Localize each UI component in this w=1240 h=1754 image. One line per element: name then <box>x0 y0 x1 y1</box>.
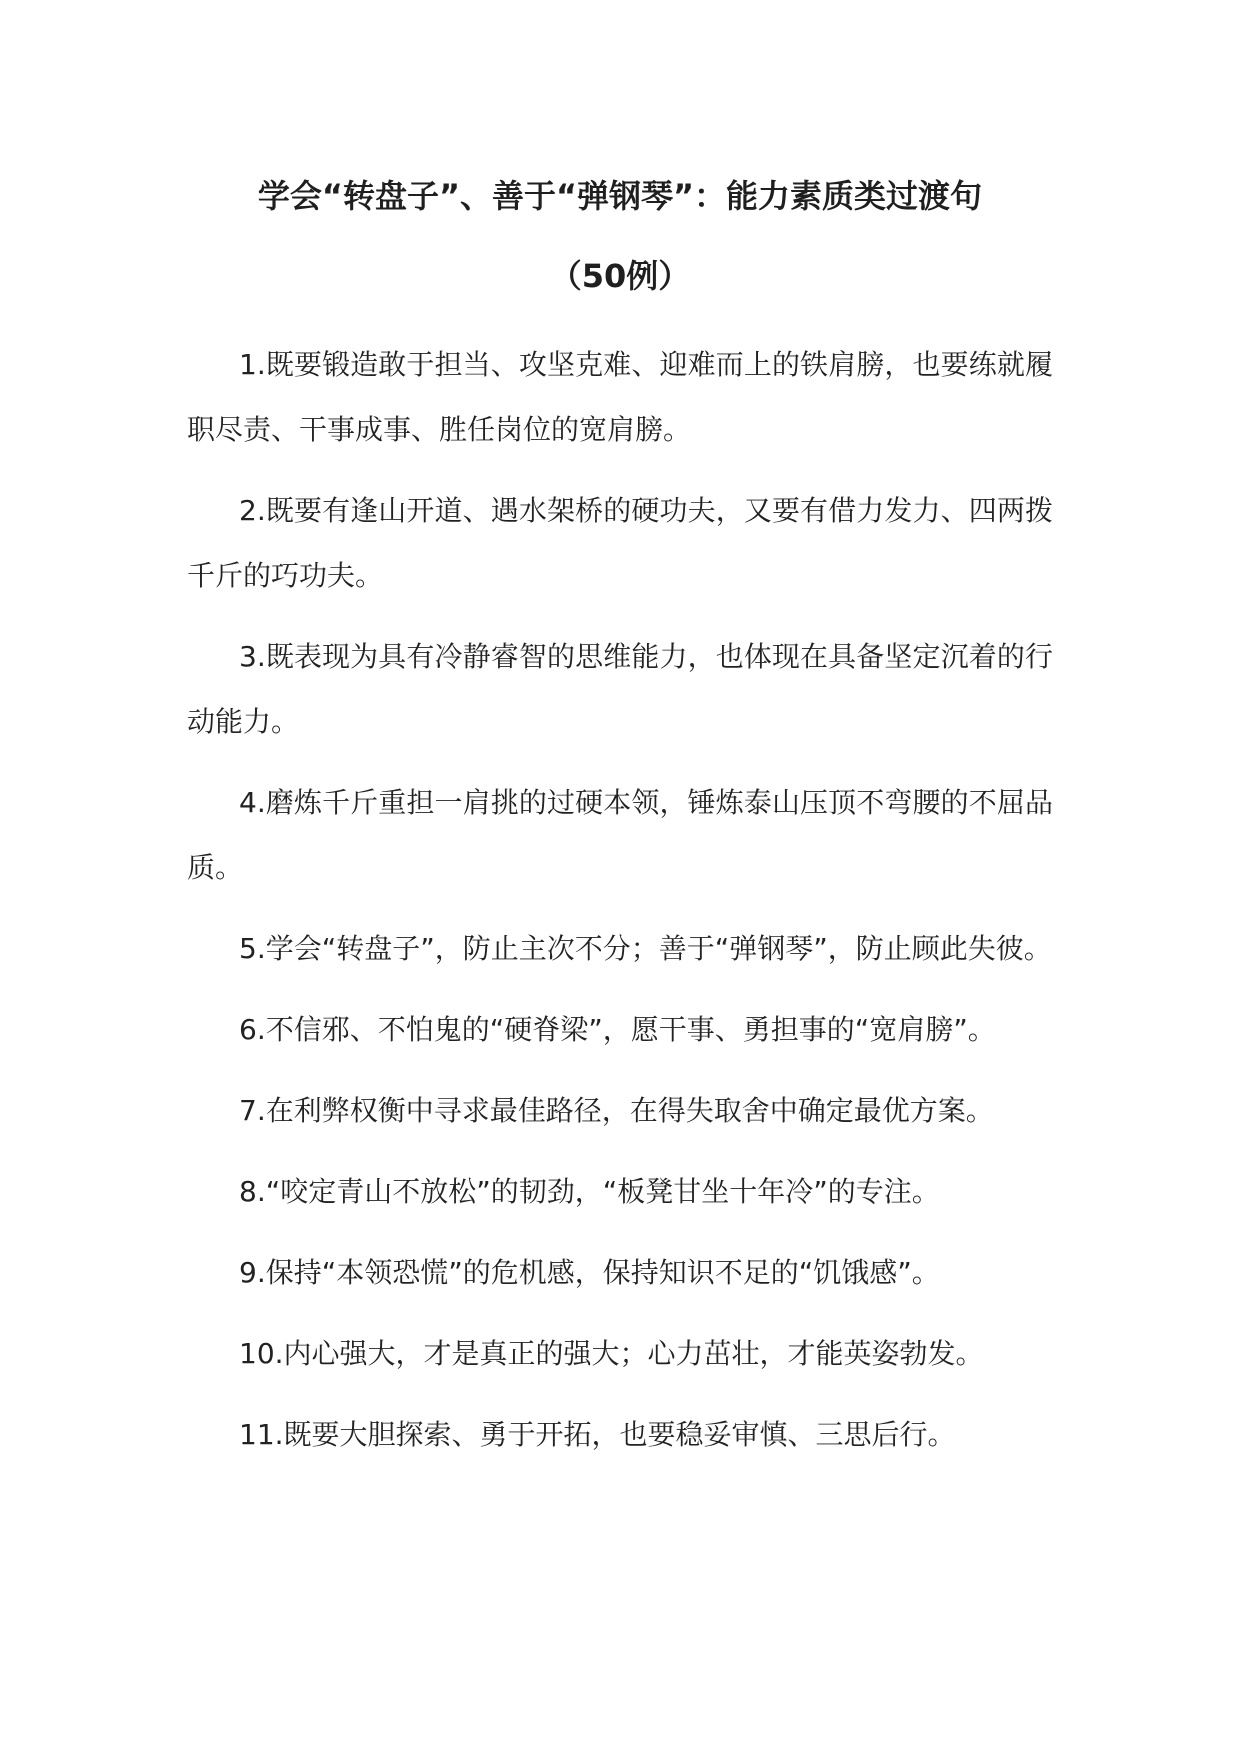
document-subtitle: （50例） <box>549 257 691 295</box>
paragraph-2: 2.既要有逢山开道、遇水架桥的硬功夫，又要有借力发力、四两拨千斤的巧功夫。 <box>187 494 1053 592</box>
paragraph-1: 1.既要锻造敢于担当、攻坚克难、迎难而上的铁肩膀，也要练就履职尽责、干事成事、胜任岗位的宽肩膀。 <box>187 348 1053 446</box>
paragraph-3: 3.既表现为具有冷静睿智的思维能力，也体现在具备坚定沉着的行动能力。 <box>187 640 1053 738</box>
paragraph-4: 4.磨炼千斤重担一肩挑的过硬本领，锤炼泰山压顶不弯腰的不屈品质。 <box>187 786 1053 884</box>
paragraph-10: 10.内心强大，才是真正的强大；心力茁壮，才能英姿勃发。 <box>239 1337 984 1370</box>
document-body <box>187 332 1053 1483</box>
paragraph-7: 7.在利弊权衡中寻求最佳路径，在得失取舍中确定最优方案。 <box>239 1094 994 1127</box>
paragraph-11: 11.既要大胆探索、勇于开拓，也要稳妥审慎、三思后行。 <box>239 1418 956 1451</box>
document-title: 学会“转盘子”、善于“弹钢琴”：能力素质类过渡句 <box>257 177 983 215</box>
paragraph-9: 9.保持“本领恐慌”的危机感，保持知识不足的“饥饿感”。 <box>239 1256 940 1289</box>
paragraph-6: 6.不信邪、不怕鬼的“硬脊梁”，愿干事、勇担事的“宽肩膀”。 <box>239 1013 996 1046</box>
paragraph-5: 5.学会“转盘子”，防止主次不分；善于“弹钢琴”，防止顾此失彼。 <box>239 932 1052 965</box>
paragraph-8: 8.“咬定青山不放松”的韧劲，“板凳甘坐十年冷”的专注。 <box>239 1175 940 1208</box>
